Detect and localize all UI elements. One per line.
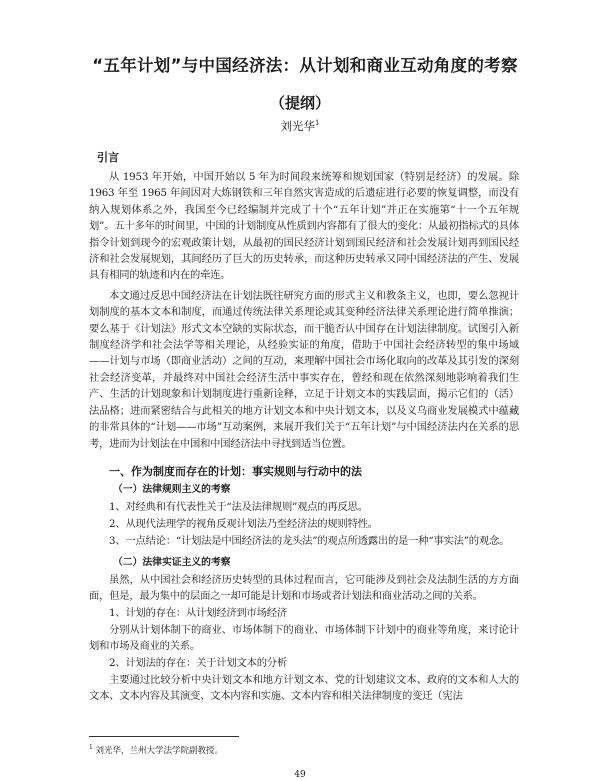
author-line xyxy=(0,118,600,134)
intro-paragraph-2: 本文通过反思中国经济法在计划法既往研究方面的形式主义和教条主义，也即，要么忽视计划制度的基本文本和制度，而通过传统法律关系理论或其变种经济法律关系理论进行简单推演；要么基于《计划法》形式文本空缺的实际状态，而干脆否认中国存在计划法律制度。试图引入新制度经济学和社会法学等相关理论，从经验实证的角度，借助于中国社会经济转型的集中场域——计划与市场（即商业活动）之间的互动，来理解中国社会市场化取向的改革及其引发的深刻社会经济变革，并最终对中国社会经济生活中事实存在，曾经和现在依然深刻地影响着我们生产、生活的计划现象和计划制度进行重新诠释，立足于计划文本的实践层面，揭示它们的（活）法品格；进而紧密结合与此相关的地方计划文本和中央计划文本，以及义乌商业发展模式中蕴藏的非常具体的“计划——市场”互动案例，来展开我们关于“五年计划”与中国经济法内在关系的思考，进而为计划法在中国和中国经济法中寻找到适当位置。 xyxy=(89,289,519,450)
paper-title: “五年计划”与中国经济法：从计划和商业互动角度的考察 xyxy=(92,56,518,75)
footnote-text: 刘光华，兰州大学法学院副教授。 xyxy=(95,745,224,756)
footnote-divider xyxy=(89,736,239,737)
subsection-1-item-3: 3、一点结论：“计划法是中国经济法的龙头法”的观点所透露出的是一种“事实法”的观念。 xyxy=(109,534,510,547)
author-name: 刘光华 xyxy=(280,119,316,133)
subsection-2-item-2: 2、计划法的存在：关于计划文本的分析 xyxy=(109,656,287,669)
subsection-1-heading: （一）法律规则主义的考察 xyxy=(113,483,231,495)
subsection-2-paragraph-1: 虽然，从中国社会和经济历史转型的具体过程而言，它可能涉及到社会及法制生活的方方面面，但是，最为集中的层面之一却可能是计划和市场或者计划法和商业活动之间的关系。 xyxy=(89,573,519,602)
section-1-heading: 一、作为制度而存在的计划：事实规则与行动中的法 xyxy=(109,464,362,478)
subsection-2-paragraph-3: 主要通过比较分析中央计划文本和地方计划文本、党的计划建议文本、政府的文本和人大的文本、文本内容及其演变、文本内容和实施、文本内容和相关法律制度的变迁（宪法 xyxy=(89,673,519,702)
author-footnote-mark: 1 xyxy=(315,119,320,128)
footnote xyxy=(89,742,223,757)
page-number: 49 xyxy=(294,770,306,780)
subsection-2-paragraph-2: 分别从计划体制下的商业、市场体制下的商业、市场体制下计划中的商业等角度，来讨论计划和市场及商业的关系。 xyxy=(89,623,519,652)
subsection-1-item-2: 2、从现代法理学的视角反观计划法乃至经济法的规则特性。 xyxy=(109,517,378,530)
subsection-2-heading: （二）法律实证主义的考察 xyxy=(113,556,231,568)
subsection-2-item-1: 1、计划的存在：从计划经济到市场经济 xyxy=(109,606,287,619)
footnote-mark: 1 xyxy=(89,744,93,751)
intro-heading: 引言 xyxy=(97,151,119,164)
intro-paragraph-1: 从 1953 年开始，中国开始以 5 年为时间段来统筹和规划国家（特别是经济）的发展。除 1963 年至 1965 年间因对大炼钢铁和三年自然灾害造成的后遗症进行必要的恢复调整，而没有纳入规划体系之外，我国至今已经编制并完成了十个“五年计划”并正在实施第“十一个五年规划”。五十多年的时间里，中国的计划制度从性质到内容都有了很大的变化：从最初指标式的具体指令计划到现今的宏观政策计划，从最初的国民经济计划到国民经济和社会发展计划再到国民经济和社会发展规划，其间经历了巨大的历史转承，而这种历史转承又同中国经济法的产生、发展具有相同的轨迹和内在的牵连。 xyxy=(89,171,519,282)
subsection-1-item-1: 1、对经典和有代表性关于“法及法律规则”观点的再反思。 xyxy=(109,500,368,513)
paper-body xyxy=(89,150,519,705)
paper-subtitle: （提纲） xyxy=(269,94,330,112)
